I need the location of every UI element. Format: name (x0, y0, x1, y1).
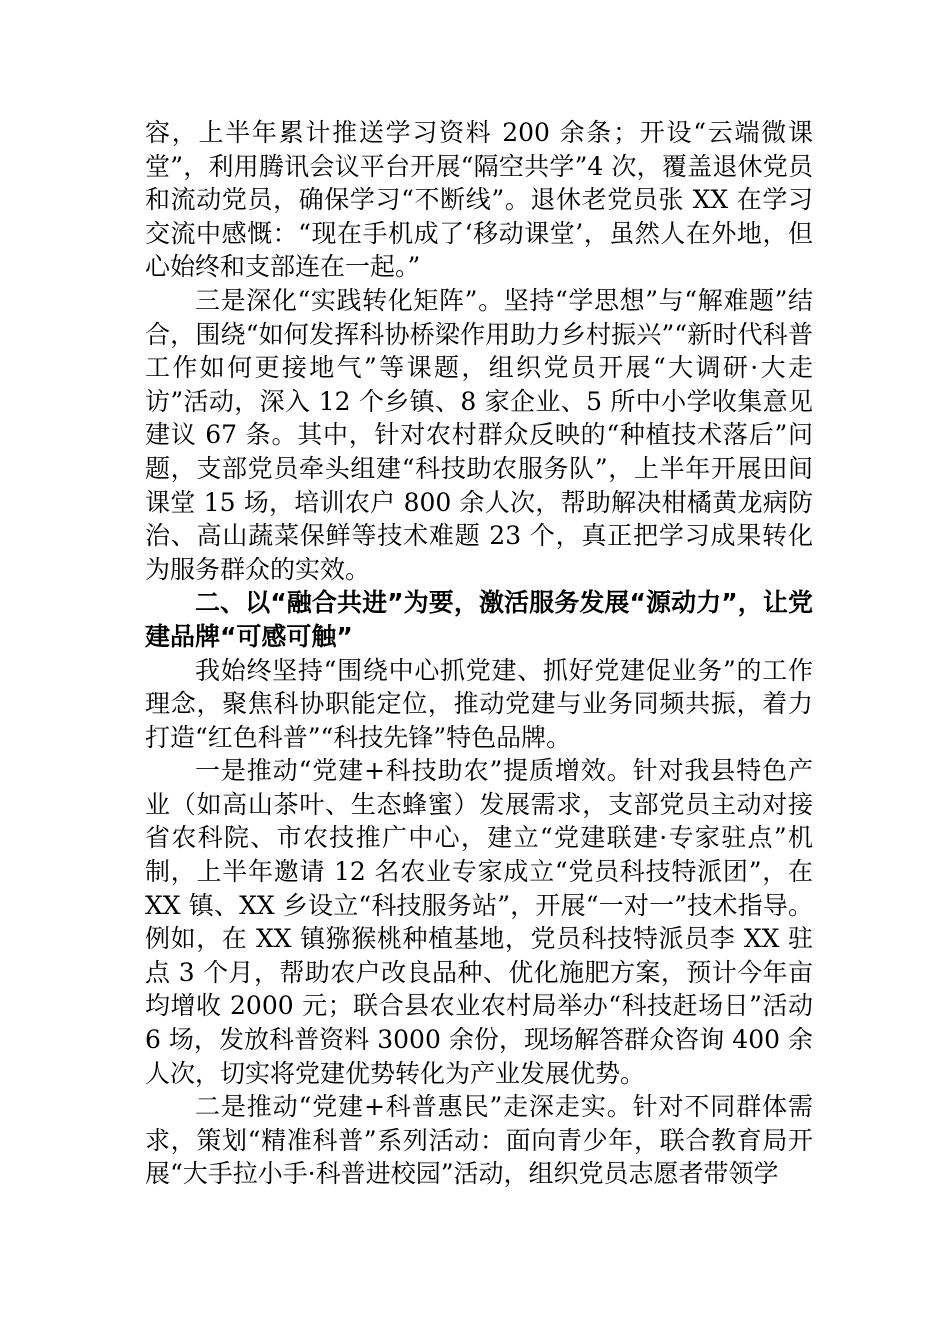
paragraph-science-outreach: 二是推动“党建+科普惠民”走深走实。针对不同群体需求，策划“精准科普”系列活动：面向青少年，联合教育局开展“大手拉小手·科普进校园”活动，组织党员志愿者带领学 (145, 1092, 813, 1189)
document-body (145, 116, 813, 1191)
paragraph-section-intro: 我始终坚持“围绕中心抓党建、抓好党建促业务”的工作理念，聚焦科协职能定位，推动党建与业务同频共振，着力打造“红色科普”“科技先锋”特色品牌。 (145, 655, 813, 752)
paragraph-practice-matrix: 三是深化“实践转化矩阵”。坚持“学思想”与“解难题”结合，围绕“如何发挥科协桥梁作用助力乡村振兴”“新时代科普工作如何更接地气”等课题，组织党员开展“大调研·大走访”活动，深入 12 个乡镇、8 家企业、5 所中小学收集意见建议 67 条。其中，针对农村群众反映的“种植技术落后”问题，支部党员牵头组建“科技助农服务队”，上半年开展田间课堂 15 场，培训农户 800 余人次，帮助解决柑橘黄龙病防治、高山蔬菜保鲜等技术难题 23 个，真正把学习成果转化为服务群众的实效。 (145, 285, 813, 584)
section-heading-two: 二、以“融合共进”为要，激活服务发展“源动力”，让党建品牌“可感可触” (145, 588, 813, 651)
paragraph-tech-agriculture: 一是推动“党建+科技助农”提质增效。针对我县特色产业（如高山茶叶、生态蜂蜜）发展需求，支部党员主动对接省农科院、市农技推广中心，建立“党建联建·专家驻点”机制，上半年邀请 12 名农业专家成立“党员科技特派团”，在 XX 镇、XX 乡设立“科技服务站”，开展“一对一”技术指导。例如，在 XX 镇猕猴桃种植基地，党员科技特派员李 XX 驻点 3 个月，帮助农户改良品种、优化施肥方案，预计今年亩均增收 2000 元；联合县农业农村局举办“科技赶场日”活动 6 场，发放科普资料 3000 余份，现场解答群众咨询 400 余人次，切实将党建优势转化为产业发展优势。 (145, 756, 813, 1088)
paragraph-continuation: 容，上半年累计推送学习资料 200 余条；开设“云端微课堂”，利用腾讯会议平台开展“隔空共学”4 次，覆盖退休党员和流动党员，确保学习“不断线”。退休老党员张 XX 在学习交流中感慨：“现在手机成了‘移动课堂’，虽然人在外地，但心始终和支部连在一起。” (145, 118, 813, 282)
